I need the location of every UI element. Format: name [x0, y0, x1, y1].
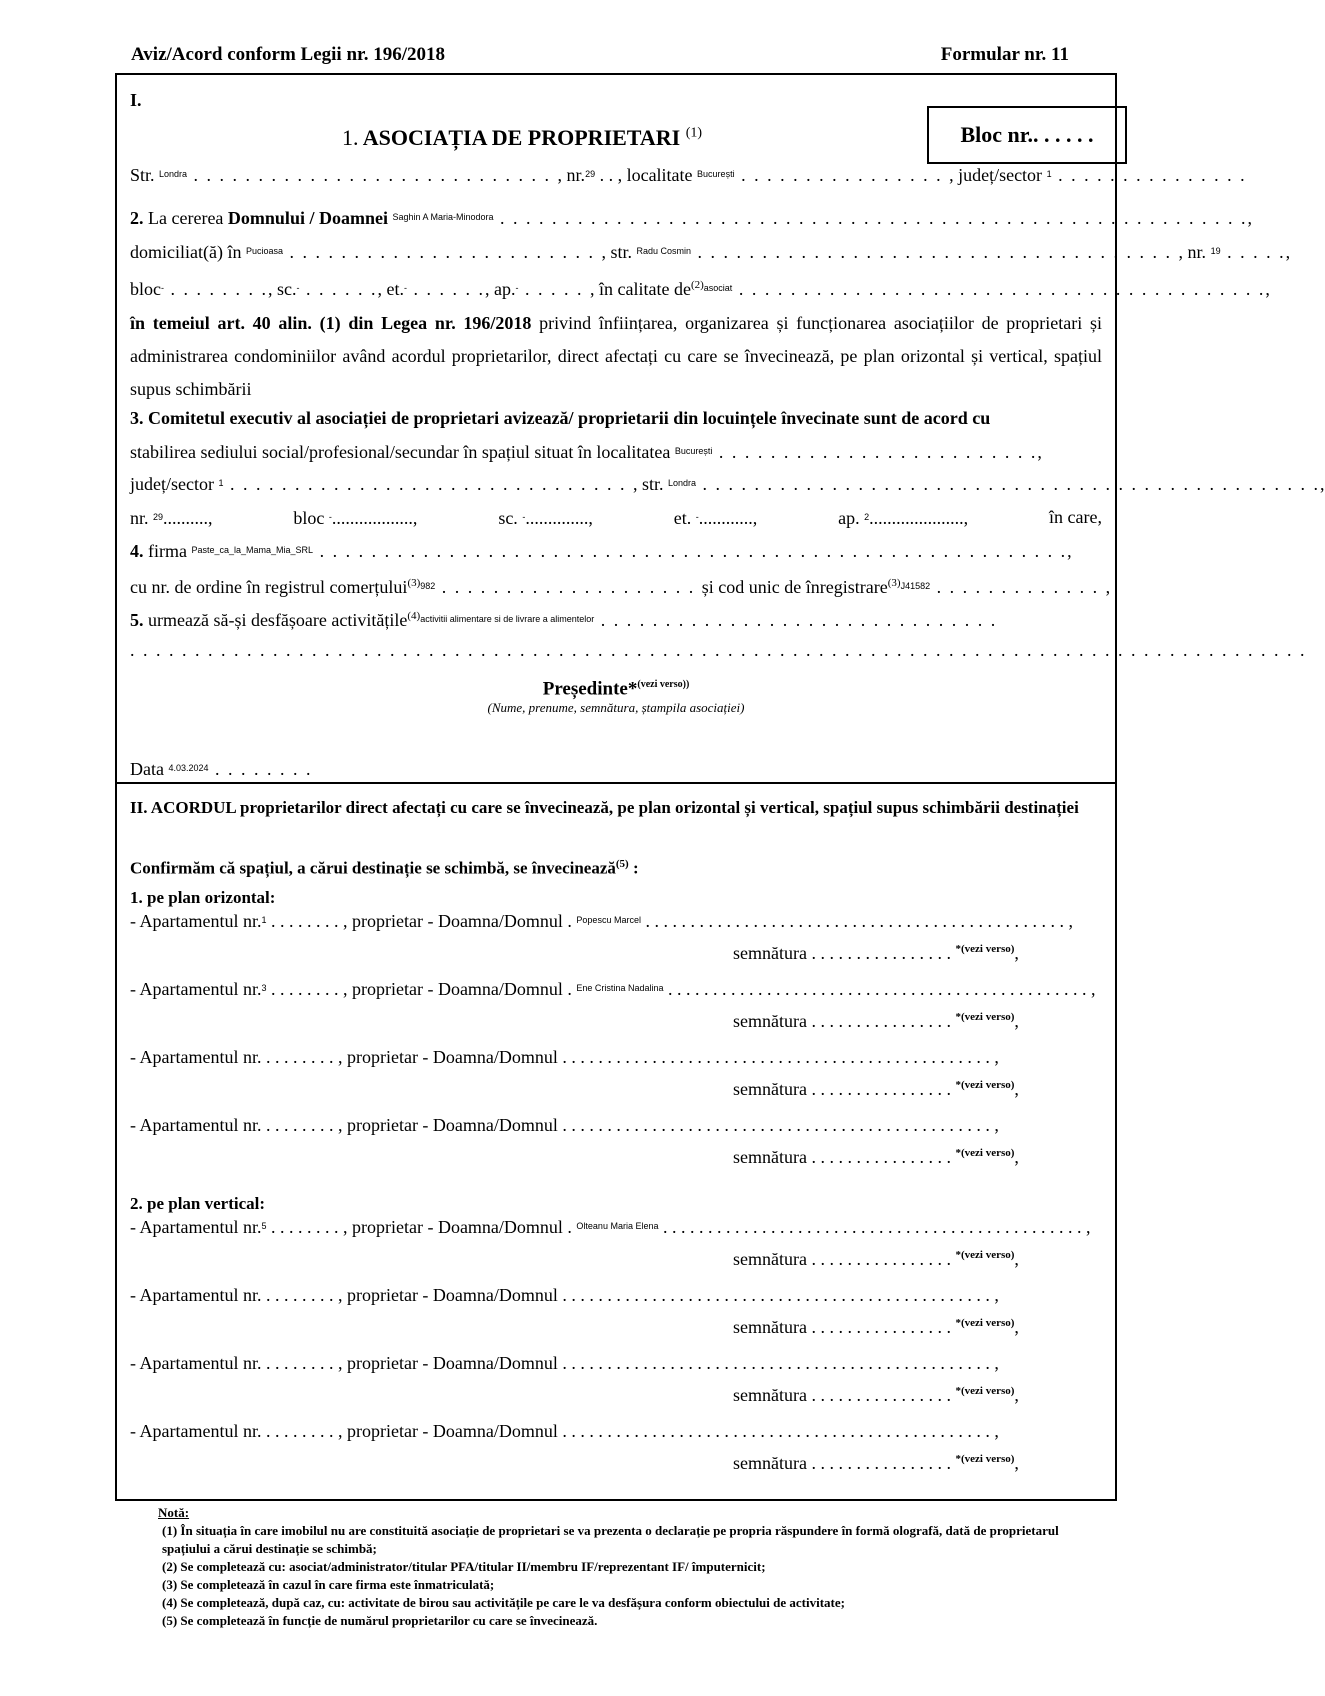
sediu-localitate-value[interactable]: București [674, 446, 713, 456]
confirm-line: Confirmăm că spațiul, a cărui destinație se schimbă, se învecinează$^{(5)}$ : [130, 858, 639, 878]
signature-note: *(vezi verso) [955, 1249, 1015, 1261]
item-4-line-1: 4. firma $^{Paste\_ca\_la\_Mama\_Mia\_SRL}$ . . . . . . . . . . . . . . . . . . . . . . . . . . . . . . . . . . . . . . . . . . . . . . . . . . . . . . . . . ., [130, 541, 1072, 561]
owner-label: proprietar - Doamna/Domnul [351, 911, 563, 931]
title-sup: (1) [685, 125, 703, 141]
registru-sup: (3) [407, 577, 421, 589]
apartment-label: - Apartamentul nr. [130, 1285, 262, 1305]
section-divider [117, 782, 1115, 784]
sediu-judet-value[interactable]: 1 [218, 478, 224, 488]
title-text: ASOCIAȚIA DE PROPRIETARI [362, 125, 681, 150]
item-2-line-3: bloc- . . . . . . . ., sc.- . . . . . ., et.- . . . . . ., ap.- . . . . . , în calitate $de^{(2)asociat}$ . . . . . . . . . . . . . . . . . . . . . . . . . . . . . . . . . . . . . . . . ., [130, 279, 1270, 299]
owner-name[interactable]: Olteanu Maria Elena [576, 1221, 659, 1231]
signature-note: *(vezi verso) [955, 1453, 1015, 1465]
apartment-label: - Apartamentul nr. [130, 1115, 262, 1135]
confirm-text: Confirmăm că spațiul, a cărui destinație se schimbă, se învecinează [130, 858, 616, 878]
signature-line[interactable]: semnătura . . . . . . . . . . . . . . . . $^{*(vezi verso)}$, [733, 1147, 1019, 1167]
signature-line[interactable]: semnătura . . . . . . . . . . . . . . . . $^{*(vezi verso)}$, [733, 943, 1019, 963]
apartment-number[interactable]: 3 [261, 983, 267, 993]
in-care-label: în care, [1049, 507, 1102, 527]
ap-value-2[interactable]: - [515, 283, 519, 293]
horizontal-heading: 1. pe plan orizontal: [130, 888, 276, 907]
apartment-row: - Apartamentul nr.$^1$ . . . . . . . . , proprietar - Doamna/Domnul . $^{Popescu Marcel}$ . . . . . . . . . . . . . . . . . . . . . . . . . . . . . . . . . . . . . . . . . . . . . . . , [130, 911, 1073, 931]
item-3-line-3: nr. $^{29}$.........., bloc -.................., sc. -.............., et. -............, ap. $^2$....................., în care, [130, 507, 1102, 528]
signature-line[interactable]: semnătura . . . . . . . . . . . . . . . . $^{*(vezi verso)}$, [733, 1453, 1019, 1473]
signature-label: semnătura [733, 1249, 807, 1269]
activitati-label: urmează să-și desfășoare activitățile [148, 610, 408, 630]
sediu-nr-value[interactable]: 29 [153, 512, 164, 522]
domiciliu-nr-value[interactable]: 19 [1210, 246, 1221, 256]
domiciliu-str-value[interactable]: Radu Cosmin [636, 246, 692, 256]
section-2-title: II. ACORDUL proprietarilor direct afectați cu care se învecinează, pe plan orizontal și vertical, spațiul supus schimbării destinației [130, 798, 1079, 817]
sediu-bloc-label: bloc [293, 508, 325, 528]
signature-line[interactable]: semnătura . . . . . . . . . . . . . . . . $^{*(vezi verso)}$, [733, 1317, 1019, 1337]
bloc-label: Bloc nr. [960, 122, 1034, 147]
vertical-heading: 2. pe plan vertical: [130, 1194, 266, 1213]
owner-label: proprietar - Doamna/Domnul [346, 1353, 558, 1373]
note-2: (2) Se completează cu: asociat/administrator/titular PFA/titular II/membru IF/reprezentant IF/ împuternicit; [162, 1559, 766, 1574]
signature-label: semnătura [733, 943, 807, 963]
apartment-number[interactable]: 1 [261, 915, 267, 925]
str-value[interactable]: Londra [159, 169, 188, 179]
apartment-label: - Apartamentul nr. [130, 979, 262, 999]
item-5-line-2[interactable]: . . . . . . . . . . . . . . . . . . . . . . . . . . . . . . . . . . . . . . . . . . . . . . . . . . . . . . . . . . . . . . . . . . . . . . . . . . . . . . . . . . . . . . . . . . . [130, 640, 1307, 660]
legal-basis-bold: în temeiul art. 40 alin. (1) din Legea nr. 196/2018 [130, 313, 532, 333]
sediu-bloc-value[interactable]: - [328, 512, 332, 522]
signature-line[interactable]: semnătura . . . . . . . . . . . . . . . . $^{*(vezi verso)}$, [733, 1249, 1019, 1269]
registru-label: cu nr. de ordine în registrul comerțului [130, 577, 408, 597]
presedinte-sup: (vezi verso)) [637, 679, 690, 690]
domiciliat-label: domiciliat(ă) în [130, 242, 242, 262]
apartment-label: - Apartamentul nr. [130, 1217, 262, 1237]
section-1-roman: I. [130, 90, 142, 110]
judet-label: județ/sector [958, 165, 1043, 185]
signature-line[interactable]: semnătura . . . . . . . . . . . . . . . . $^{*(vezi verso)}$, [733, 1385, 1019, 1405]
apartment-row: - Apartamentul nr. . . . . . . . . , proprietar - Doamna/Domnul . . . . . . . . . . . . . . . . . . . . . . . . . . . . . . . . . . . . . . . . . . . . . . . . , [130, 1115, 999, 1135]
sediu-sc-label: sc. [498, 508, 518, 528]
owner-label: proprietar - Doamna/Domnul [346, 1285, 558, 1305]
domiciliu-str-label: str. [610, 242, 633, 262]
sediu-nr-label: nr. [130, 508, 149, 528]
apartment-row: - Apartamentul nr. . . . . . . . . , proprietar - Doamna/Domnul . . . . . . . . . . . . . . . . . . . . . . . . . . . . . . . . . . . . . . . . . . . . . . . . , [130, 1047, 999, 1067]
owner-name[interactable]: Ene Cristina Nadalina [576, 983, 664, 993]
firma-label: firma [148, 541, 187, 561]
bloc-dots: . . . . . . [1033, 122, 1094, 147]
sc-value-2[interactable]: - [296, 283, 300, 293]
signature-line[interactable]: semnătura . . . . . . . . . . . . . . . . $^{*(vezi verso)}$, [733, 1079, 1019, 1099]
registru-value[interactable]: 982 [420, 581, 436, 591]
apartment-row: - Apartamentul nr.$^3$ . . . . . . . . , proprietar - Doamna/Domnul . $^{Ene Cristina Nadalina}$ . . . . . . . . . . . . . . . . . . . . . . . . . . . . . . . . . . . . . . . . . . . . . . . , [130, 979, 1096, 999]
sediu-et-value[interactable]: - [695, 512, 699, 522]
signature-label: semnătura [733, 1453, 807, 1473]
law-reference: Aviz/Acord conform Legii nr. 196/2018 [131, 44, 445, 65]
signature-note: *(vezi verso) [955, 943, 1015, 955]
apartment-label: - Apartamentul nr. [130, 911, 262, 931]
signature-label: semnătura [733, 1147, 807, 1167]
nr-label: nr. [566, 165, 586, 185]
applicant-name[interactable]: Saghin A Maria-Minodora [392, 212, 494, 222]
apartment-row: - Apartamentul nr.$^5$ . . . . . . . . , proprietar - Doamna/Domnul . $^{Olteanu Maria Elena}$ . . . . . . . . . . . . . . . . . . . . . . . . . . . . . . . . . . . . . . . . . . . . . . . , [130, 1217, 1091, 1237]
item-2-line-1: 2. La cererea Domnului / Doamnei $^{Saghin A Maria-Minodora}$ . . . . . . . . . . . . . . . . . . . . . . . . . . . . . . . . . . . . . . . . . . . . . . . . . . . . . . . . . ., [130, 208, 1253, 228]
presedinte-star: * [627, 678, 638, 700]
signature-note: *(vezi verso) [955, 1079, 1015, 1091]
signature-label: semnătura [733, 1317, 807, 1337]
presedinte-subtitle: (Nume, prenume, semnătura, ștampila asociației) [487, 700, 745, 715]
sediu-et-label: et. [673, 508, 692, 528]
sediu-str-label: str. [642, 474, 664, 494]
domnului-label: Domnului / Doamnei [227, 208, 388, 228]
note-4: (4) Se completează, după caz, cu: activitate de birou sau activitățile pe care le va desfășura conform obiectului de activitate; [162, 1595, 845, 1610]
signature-note: *(vezi verso) [955, 1317, 1015, 1329]
item-5-number: 5. [130, 610, 144, 630]
notes [158, 1504, 1098, 1630]
str-label: Str. [130, 165, 155, 185]
cui-sup: (3) [887, 577, 901, 589]
owner-label: proprietar - Doamna/Domnul [351, 1217, 563, 1237]
localitate-label: localitate [626, 165, 693, 185]
item-2-line-2: domiciliat(ă) în $^{Pucioasa}$ . . . . . . . . . . . . . . . . . . . . . . . . , str. $^{Radu Cosmin}$ . . . . . . . . . . . . . . . . . . . . . . . . . . . . . . . . . . . . . , nr. $^{19}$ . . . . ., [130, 242, 1291, 262]
owner-label: proprietar - Doamna/Domnul [346, 1421, 558, 1441]
apartment-number[interactable]: 5 [261, 1221, 267, 1231]
apartment-row: - Apartamentul nr. . . . . . . . . , proprietar - Doamna/Domnul . . . . . . . . . . . . . . . . . . . . . . . . . . . . . . . . . . . . . . . . . . . . . . . . , [130, 1421, 999, 1441]
note-1: (1) În situația în care imobilul nu are constituită asociație de proprietari se va prezenta o declarație pe propria răspundere în formă olografă, dată de proprietarul spațiului a cărui destinație se schimbă; [162, 1523, 1059, 1556]
apartment-row: - Apartamentul nr. . . . . . . . . , proprietar - Doamna/Domnul . . . . . . . . . . . . . . . . . . . . . . . . . . . . . . . . . . . . . . . . . . . . . . . . , [130, 1353, 999, 1373]
owner-label: proprietar - Doamna/Domnul [346, 1115, 558, 1135]
sediu-judet-label: județ/sector [130, 474, 214, 494]
apartment-row: - Apartamentul nr. . . . . . . . . , proprietar - Doamna/Domnul . . . . . . . . . . . . . . . . . . . . . . . . . . . . . . . . . . . . . . . . . . . . . . . . , [130, 1285, 999, 1305]
item-5-line-1: 5. urmează să-și desfășoare activitățile$^{(4)activitii alimentare si de livrare a alimentelor}$ . . . . . . . . . . . . . . . . . . . . . . . . . . . . . . . [130, 610, 998, 630]
bloc-label-2: bloc [130, 279, 161, 299]
localitate-value[interactable]: București [697, 169, 735, 179]
signature-label: semnătura [733, 1011, 807, 1031]
sediu-sc-value[interactable]: - [522, 512, 526, 522]
item-3-line-1: stabilirea sediului social/profesional/secundar în spațiul situat în localitatea $^{București}$ . . . . . . . . . . . . . . . . . . . . . . . . ., [130, 442, 1042, 462]
calitate-value[interactable]: asociat [703, 283, 733, 293]
nr-value[interactable]: 29 [585, 169, 596, 179]
signature-note: *(vezi verso) [955, 1147, 1015, 1159]
signature-label: semnătura [733, 1385, 807, 1405]
note-5: (5) Se completează în funcție de numărul proprietarilor cu care se învecinează. [162, 1613, 598, 1628]
sediu-ap-label: ap. [838, 508, 860, 528]
confirm-sup: (5) [615, 858, 629, 870]
bloc-number-box[interactable] [927, 106, 1127, 164]
judet-value[interactable]: 1 [1046, 169, 1052, 179]
cerere-label: La cererea [148, 208, 224, 228]
form-number: Formular nr. 11 [940, 44, 1069, 65]
item-4-line-2: cu nr. de ordine în registrul comerțului$^{(3)982}$ . . . . . . . . . . . . . . . . . . . . și cod unic de înregistrare$^{(3)J41582}$ . . . . . . . . . . . . . , [130, 577, 1111, 597]
date-label: Data [130, 759, 164, 779]
page-header [131, 44, 1069, 70]
sc-label-2: sc. [277, 279, 297, 299]
et-label-2: et. [386, 279, 404, 299]
signature-note: *(vezi verso) [955, 1385, 1015, 1397]
sediu-ap-value[interactable]: 2 [864, 512, 870, 522]
item-3-heading: 3. Comitetul executiv al asociației de proprietari avizează/ proprietarii din locuințele învecinate sunt de acord cu [130, 408, 991, 428]
signature-note: *(vezi verso) [955, 1011, 1015, 1023]
apartment-label: - Apartamentul nr. [130, 1047, 262, 1067]
bloc-value-2[interactable]: - [161, 283, 164, 293]
item-4-number: 4. [130, 541, 144, 561]
ap-label-2: ap. [494, 279, 516, 299]
note-3: (3) Se completează în cazul în care firma este înmatriculată; [162, 1577, 495, 1592]
stabilirea-label: stabilirea sediului social/profesional/secundar în spațiul situat în localitatea [130, 442, 671, 462]
legal-basis-paragraph [130, 307, 1102, 406]
apartment-label: - Apartamentul nr. [130, 1421, 262, 1441]
signature-line[interactable]: semnătura . . . . . . . . . . . . . . . . $^{*(vezi verso)}$, [733, 1011, 1019, 1031]
apartment-label: - Apartamentul nr. [130, 1353, 262, 1373]
et-value-2[interactable]: - [404, 283, 407, 293]
date-value[interactable]: 4.03.2024 [168, 763, 209, 773]
domiciliu-nr-label: nr. [1187, 242, 1207, 262]
cui-value[interactable]: J41582 [900, 581, 931, 591]
owner-label: proprietar - Doamna/Domnul [351, 979, 563, 999]
calitate-label: în calitate de [599, 279, 691, 299]
notes-title: Notă: [158, 1505, 190, 1520]
item-3-line-2: județ/sector $^1$ . . . . . . . . . . . . . . . . . . . . . . . . . . . . . . . , str. $^{Londra}$ . . . . . . . . . . . . . . . . . . . . . . . . . . . . . . . . . . . . . . . . . . . . . . . ., [130, 474, 1325, 494]
owner-label: proprietar - Doamna/Domnul [346, 1047, 558, 1067]
legal-basis-text: privind înființarea, organizarea și funcționarea asociațiilor de proprietari și administrarea condominiilor având acordul proprietarilor, direct afectați cu care se învecinează, pe plan orizontal și vertical, spațiul supus schimbării [130, 313, 1102, 399]
calitate-sup: (2) [690, 279, 704, 291]
firma-value[interactable]: Paste_ca_la_Mama_Mia_SRL [191, 545, 314, 555]
activitati-sup: (4) [407, 610, 421, 622]
title-number: 1. [341, 125, 359, 150]
cui-label: și cod unic de înregistrare [701, 577, 888, 597]
form-frame [115, 73, 1325, 1501]
item-2-number: 2. [130, 208, 144, 228]
section-1-title [117, 125, 927, 151]
signature-label: semnătura [733, 1079, 807, 1099]
address-line: Str. $^{Londra}$ . . . . . . . . . . . . . . . . . . . . . . . . . . . . , nr.$^{29}$ . . , localitate $^{București}$ . . . . . . . . . . . . . . . . , județ/sector $^1$ . . . . . . . . . . . . . . . [130, 165, 1247, 185]
sediu-str-value[interactable]: Londra [668, 478, 697, 488]
domiciliat-value[interactable]: Pucioasa [245, 246, 283, 256]
activitati-value[interactable]: activitii alimentare si de livrare a alimentelor [420, 614, 595, 624]
presedinte-label: Președinte [542, 678, 628, 700]
owner-name[interactable]: Popescu Marcel [576, 915, 641, 925]
date-line: Data $^{4.03.2024}$ . . . . . . . . [130, 759, 313, 779]
